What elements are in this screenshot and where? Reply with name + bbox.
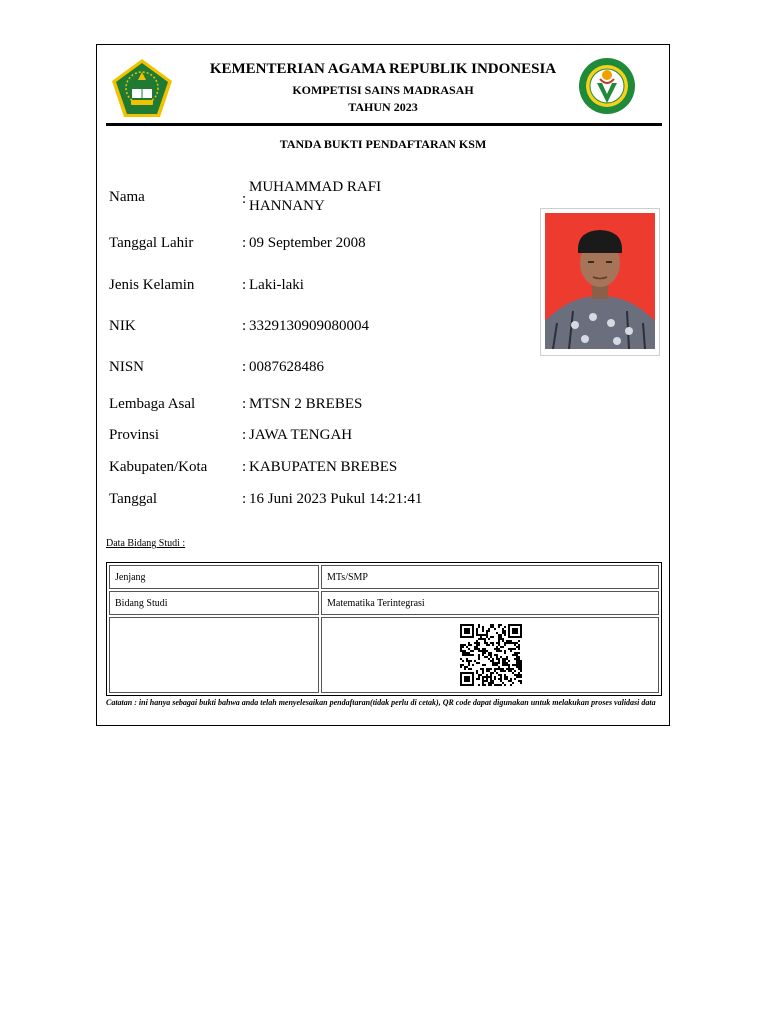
field-value: Laki-laki	[249, 277, 304, 293]
field-value: 16 Juni 2023 Pukul 14:21:41	[249, 491, 423, 507]
field-colon: :	[242, 459, 247, 475]
field-value: HANNANY	[249, 198, 325, 214]
field-colon: :	[242, 491, 247, 507]
photo-frame	[540, 208, 660, 356]
registration-card	[96, 44, 670, 726]
field-label: Jenis Kelamin	[109, 277, 195, 293]
table-cell-empty	[109, 617, 319, 693]
field-value: KABUPATEN BREBES	[249, 459, 398, 475]
header-divider	[106, 123, 662, 126]
field-label: Tanggal	[109, 491, 158, 507]
table-cell-label: Jenjang	[109, 565, 319, 589]
competition-title: KOMPETISI SAINS MADRASAH	[292, 83, 474, 97]
data-bidang-studi-label: Data Bidang Studi :	[106, 538, 186, 549]
field-colon: :	[242, 191, 247, 207]
field-label: NIK	[109, 318, 136, 334]
field-value: 0087628486	[249, 359, 324, 375]
year-title: TAHUN 2023	[348, 100, 418, 114]
field-colon: :	[242, 396, 247, 412]
field-colon: :	[242, 318, 247, 334]
table-row	[109, 565, 659, 589]
field-value: 3329130909080004	[249, 318, 369, 334]
field-label: Lembaga Asal	[109, 396, 196, 412]
field-colon: :	[242, 359, 247, 375]
ksm-logo-icon	[578, 57, 636, 115]
registration-note: Catatan : ini hanya sebagai bukti bahwa anda telah menyelesaikan pendaftaran(tidak perlu di cetak), QR code dapat digunakan untuk melakukan proses validasi data	[106, 698, 656, 707]
field-label: Tanggal Lahir	[109, 235, 194, 251]
field-colon: :	[242, 235, 247, 251]
field-label: Kabupaten/Kota	[109, 459, 208, 475]
study-field-table	[106, 562, 662, 696]
table-row	[109, 591, 659, 615]
table-cell-value: Matematika Terintegrasi	[321, 591, 659, 615]
field-value: MTSN 2 BREBES	[249, 396, 363, 412]
field-label: NISN	[109, 359, 145, 375]
field-label: Nama	[109, 189, 145, 205]
field-colon: :	[242, 427, 247, 443]
field-colon: :	[242, 277, 247, 293]
table-row	[109, 617, 659, 693]
table-cell-value: MTs/SMP	[321, 565, 659, 589]
table-cell-label: Bidang Studi	[109, 591, 319, 615]
field-value: MUHAMMAD RAFI	[249, 179, 382, 195]
field-value: 09 September 2008	[249, 235, 366, 251]
field-value: JAWA TENGAH	[249, 427, 353, 443]
table-cell-qr	[321, 617, 659, 693]
student-photo	[545, 213, 655, 349]
field-label: Provinsi	[109, 427, 160, 443]
document-title: TANDA BUKTI PENDAFTARAN KSM	[279, 137, 487, 151]
ministry-title: KEMENTERIAN AGAMA REPUBLIK INDONESIA	[209, 61, 557, 77]
qr-code-icon	[460, 623, 522, 687]
